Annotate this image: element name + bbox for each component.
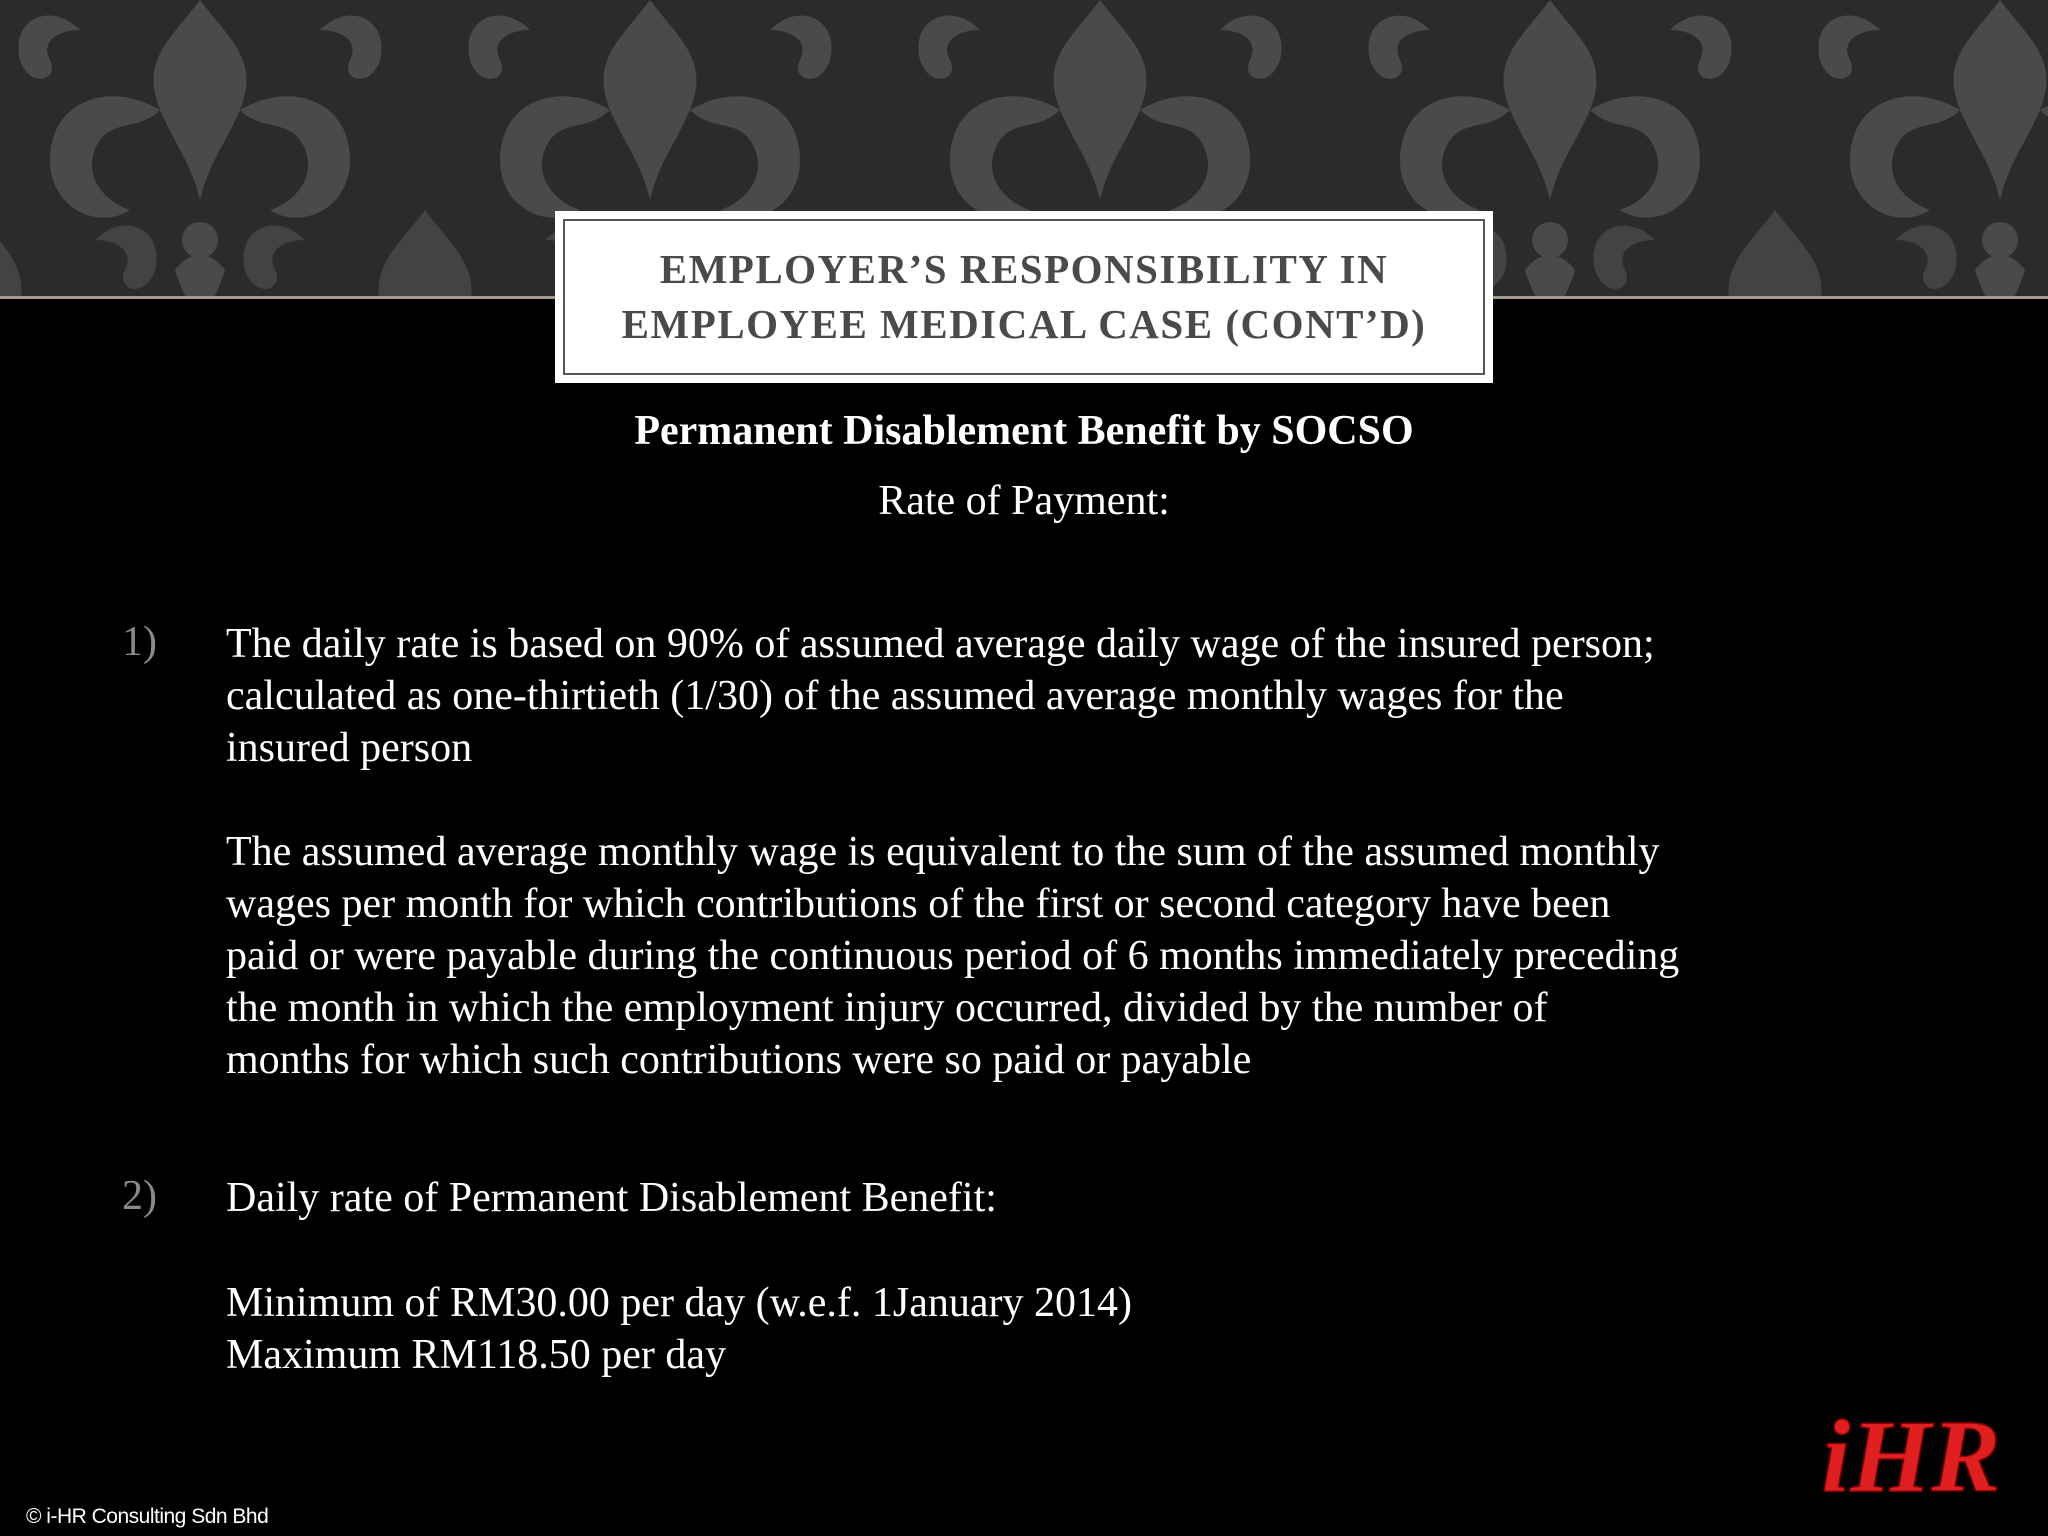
item-2-heading (226, 1172, 1946, 1224)
rate-label: Rate of Payment: (878, 478, 1170, 524)
item-1-paragraph-2 (226, 826, 1946, 1086)
slide-subtitle: Permanent Disablement Benefit by SOCSO (634, 408, 1414, 454)
item-2-rates (226, 1277, 1946, 1381)
text-line: Daily rate of Permanent Disablement Benefit: (226, 1175, 997, 1221)
text-line: paid or were payable during the continuous period of 6 months immediately preceding (226, 933, 1680, 979)
text-line: wages per month for which contributions of the first or second category have been (226, 881, 1611, 927)
item-number-2: 2) (122, 1173, 157, 1219)
minimum-rate: Minimum of RM30.00 per day (w.e.f. 1January 2014) (226, 1280, 1132, 1326)
text-line: calculated as one-thirtieth (1/30) of the assumed average monthly wages for the (226, 673, 1564, 719)
text-line: the month in which the employment injury occurred, divided by the number of (226, 985, 1548, 1031)
text-line: months for which such contributions were so paid or payable (226, 1037, 1252, 1083)
ihr-logo (1806, 1405, 2016, 1505)
copyright-notice: © i-HR Consulting Sdn Bhd (26, 1505, 269, 1528)
title-frame (563, 219, 1485, 375)
text-line: The assumed average monthly wage is equivalent to the sum of the assumed monthly (226, 829, 1660, 875)
text-line: The daily rate is based on 90% of assumed average daily wage of the insured person; (226, 621, 1655, 667)
logo-text: iHR (1821, 1405, 2001, 1505)
text-line: insured person (226, 725, 473, 771)
title-line-1: EMPLOYER’S RESPONSIBILITY IN (659, 246, 1389, 292)
title-line-2: EMPLOYEE MEDICAL CASE (CONT’D) (621, 301, 1427, 347)
item-1-paragraph-1 (226, 618, 1946, 774)
maximum-rate: Maximum RM118.50 per day (226, 1332, 727, 1378)
item-number-1: 1) (122, 619, 157, 665)
title-box (555, 211, 1493, 383)
